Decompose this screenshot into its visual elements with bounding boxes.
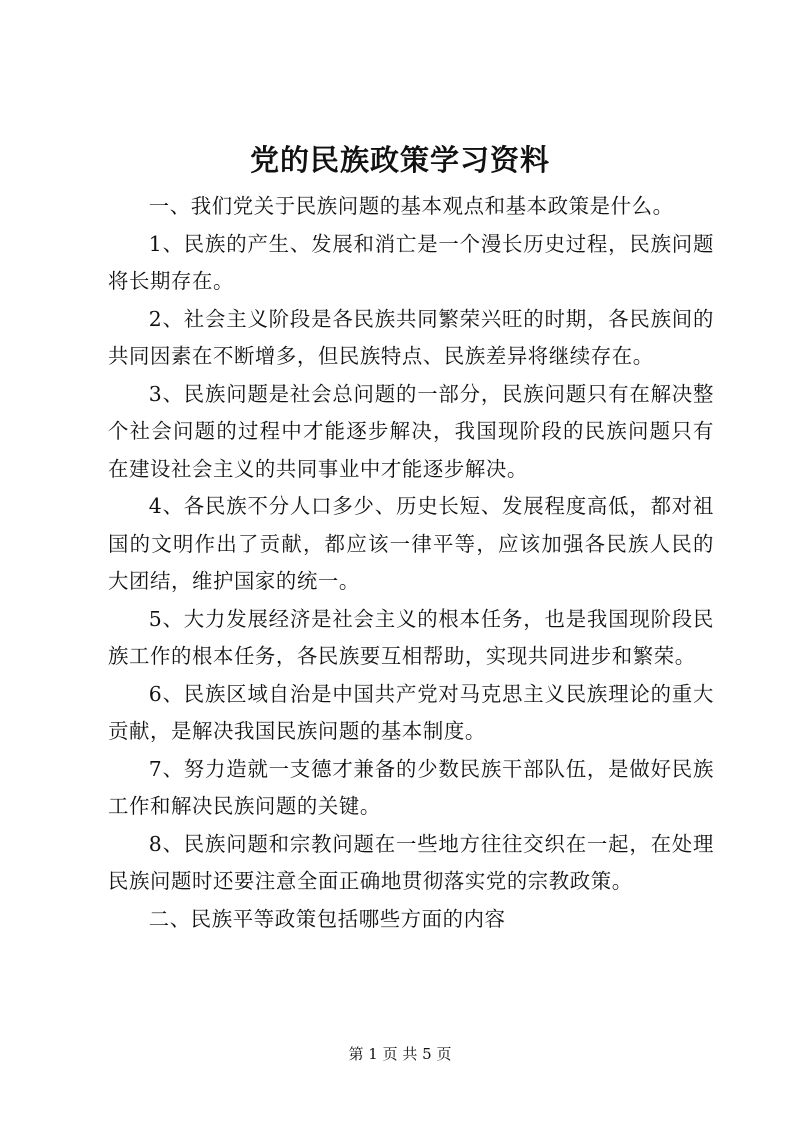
paragraph-point-3: 3、民族问题是社会总问题的一部分，民族问题只有在解决整个社会问题的过程中才能逐步解决，我国现阶段的民族问题只有在建设社会主义的共同事业中才能逐步解决。: [108, 381, 714, 481]
paragraph-point-6: 6、民族区域自治是中国共产党对马克思主义民族理论的重大贡献，是解决我国民族问题的基本制度。: [108, 681, 714, 743]
paragraph-point-2: 2、社会主义阶段是各民族共同繁荣兴旺的时期，各民族间的共同因素在不断增多，但民族特点、民族差异将继续存在。: [108, 306, 714, 368]
paragraph-point-8: 8、民族问题和宗教问题在一些地方往往交织在一起，在处理民族问题时还要注意全面正确地贯彻落实党的宗教政策。: [108, 831, 714, 893]
paragraph-section-2-heading: 二、民族平等政策包括哪些方面的内容: [148, 906, 506, 931]
paragraph-section-1-heading: 一、我们党关于民族问题的基本观点和基本政策是什么。: [148, 194, 674, 218]
paragraph-point-1: 1、民族的产生、发展和消亡是一个漫长历史过程，民族问题将长期存在。: [108, 231, 714, 293]
document-title: 党的民族政策学习资料: [249, 143, 550, 177]
paragraph-point-7: 7、努力造就一支德才兼备的少数民族干部队伍，是做好民族工作和解决民族问题的关键。: [108, 756, 714, 818]
paragraph-point-5: 5、大力发展经济是社会主义的根本任务，也是我国现阶段民族工作的根本任务，各民族要互相帮助，实现共同进步和繁荣。: [108, 606, 714, 668]
document-body: [108, 188, 714, 938]
page-number-footer: 第 1 页 共 5 页: [348, 1045, 452, 1063]
paragraph-point-4: 4、各民族不分人口多少、历史长短、发展程度高低，都对祖国的文明作出了贡献，都应该一律平等，应该加强各民族人民的大团结，维护国家的统一。: [108, 494, 714, 593]
